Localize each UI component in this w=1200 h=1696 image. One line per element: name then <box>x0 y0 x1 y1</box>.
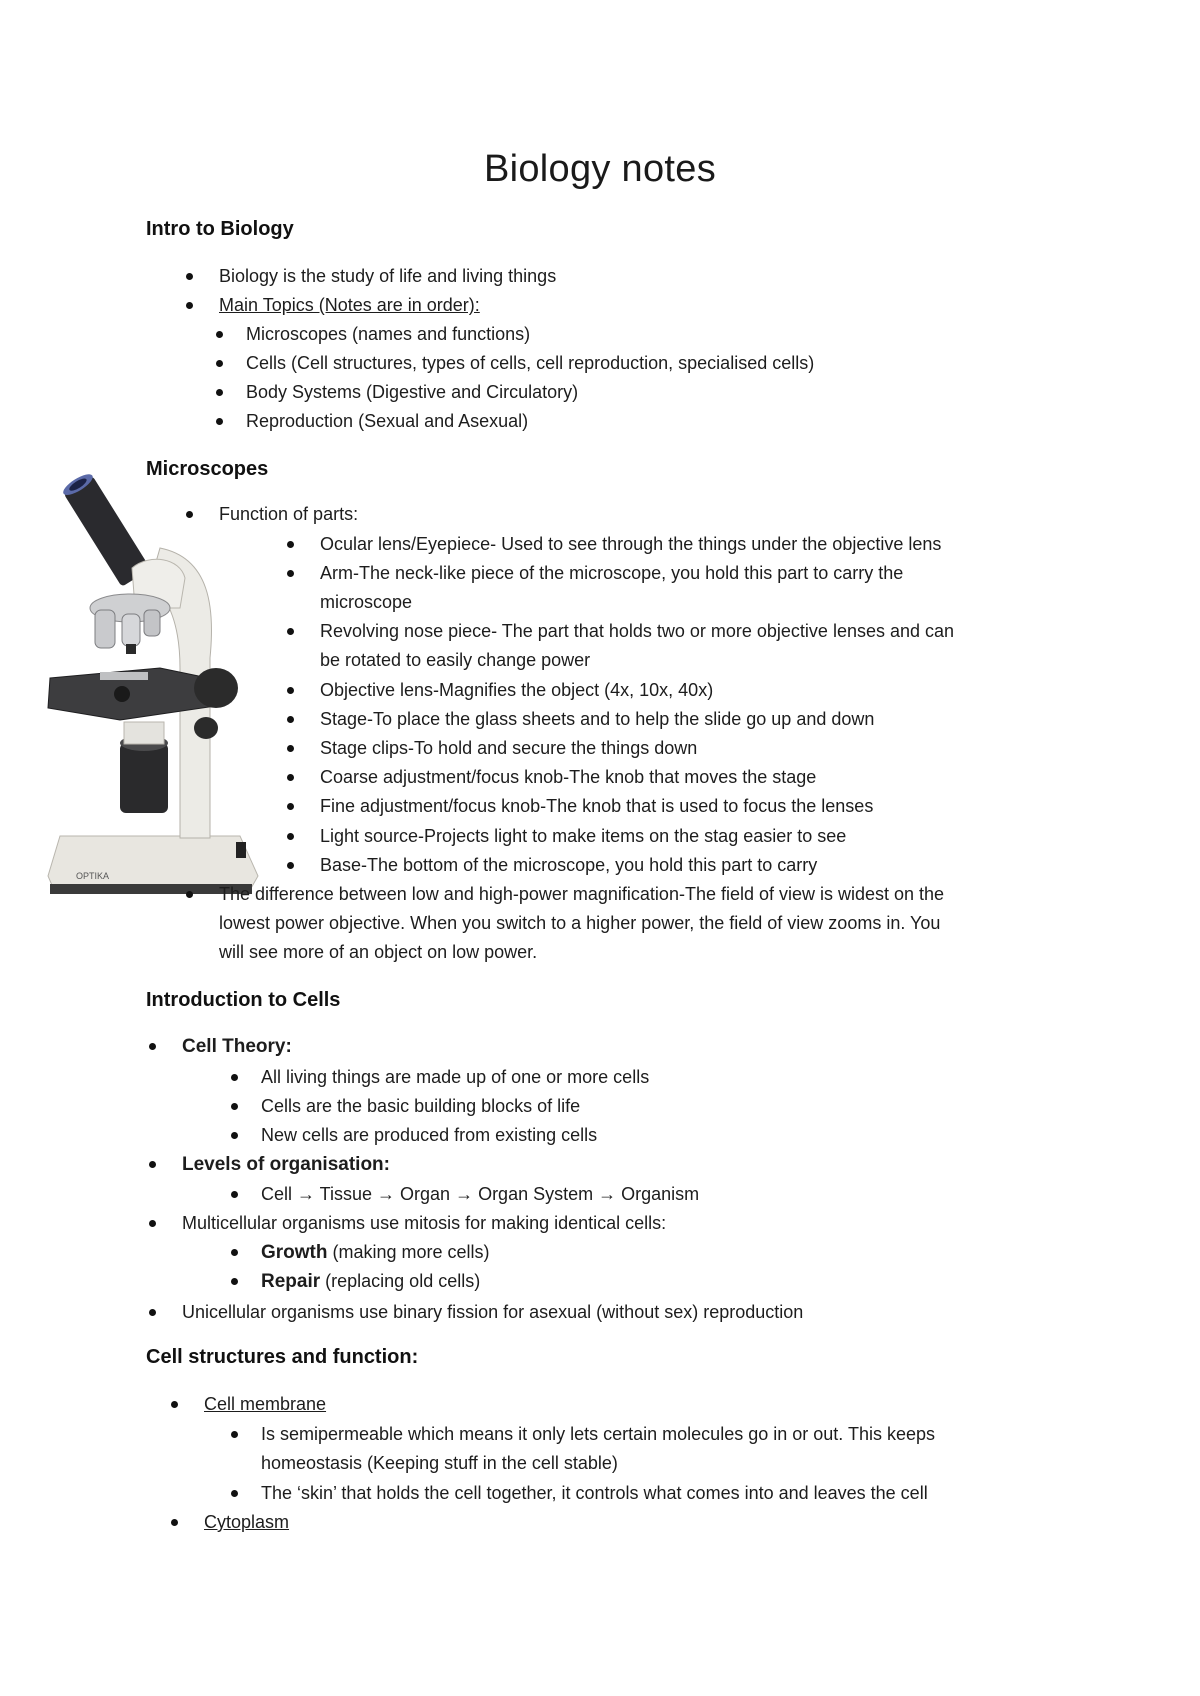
list-item-continuation: lowest power objective. When you switch to a higher power, the field of view zooms in. You <box>219 913 941 933</box>
list-item-cell-theory: Cell Theory: <box>182 1032 292 1061</box>
list-item: Body Systems (Digestive and Circulatory) <box>246 378 578 407</box>
list-item: Multicellular organisms use mitosis for making identical cells: <box>182 1209 666 1238</box>
list-item-levels: Levels of organisation: <box>182 1150 390 1179</box>
part-item: Stage clips-To hold and secure the things down <box>320 734 697 763</box>
part-item: Arm-The neck-like piece of the microscope, you hold this part to carry the <box>320 559 903 588</box>
list-item: New cells are produced from existing cells <box>261 1121 597 1150</box>
heading-cells: Introduction to Cells <box>146 989 341 1011</box>
list-item: All living things are made up of one or more cells <box>261 1063 649 1092</box>
list-item: Unicellular organisms use binary fission for asexual (without sex) reproduction <box>182 1298 803 1327</box>
list-item: Is semipermeable which means it only lets certain molecules go in or out. This keeps <box>261 1420 935 1449</box>
list-item: Reproduction (Sexual and Asexual) <box>246 407 528 436</box>
list-item: Biology is the study of life and living things <box>219 262 556 291</box>
part-item: Stage-To place the glass sheets and to help the slide go up and down <box>320 705 874 734</box>
part-item: Coarse adjustment/focus knob-The knob that moves the stage <box>320 763 816 792</box>
brand-label: OPTIKA <box>76 871 110 881</box>
page-title: Biology notes <box>483 148 717 190</box>
list-item: The ‘skin’ that holds the cell together, it controls what comes into and leaves the cell <box>261 1479 928 1508</box>
list-item-cell-membrane: Cell membrane <box>204 1390 326 1419</box>
list-item: Cells are the basic building blocks of life <box>261 1092 580 1121</box>
list-item-cytoplasm: Cytoplasm <box>204 1508 289 1537</box>
list-item: Cells (Cell structures, types of cells, cell reproduction, specialised cells) <box>246 349 814 378</box>
list-item: Function of parts: <box>219 500 358 529</box>
list-item: The difference between low and high-power magnification-The field of view is widest on the <box>219 880 944 909</box>
list-item: Microscopes (names and functions) <box>246 320 530 349</box>
list-item-repair <box>261 1267 480 1296</box>
part-item: Revolving nose piece- The part that holds two or more objective lenses and can <box>320 617 954 646</box>
part-item: Base-The bottom of the microscope, you hold this part to carry <box>320 851 817 880</box>
growth-rest: (making more cells) <box>327 1242 490 1262</box>
part-item: Objective lens-Magnifies the object (4x, 10x, 40x) <box>320 676 713 705</box>
list-item-main-topics: Main Topics (Notes are in order): <box>219 291 480 320</box>
part-item: Fine adjustment/focus knob-The knob that is used to focus the lenses <box>320 792 873 821</box>
heading-intro: Intro to Biology <box>146 218 294 240</box>
heading-microscopes: Microscopes <box>146 458 269 480</box>
list-item-continuation: will see more of an object on low power. <box>219 942 538 962</box>
repair-rest: (replacing old cells) <box>320 1271 481 1291</box>
part-item-continuation: microscope <box>320 592 413 612</box>
heading-structures: Cell structures and function: <box>146 1346 419 1368</box>
growth-word: Growth <box>261 1242 328 1263</box>
part-item-continuation: be rotated to easily change power <box>320 650 591 670</box>
repair-word: Repair <box>261 1271 321 1292</box>
part-item: Light source-Projects light to make items on the stag easier to see <box>320 822 846 851</box>
part-item: Ocular lens/Eyepiece- Used to see through the things under the objective lens <box>320 530 941 559</box>
list-item: Cell → Tissue → Organ → Organ System → Organism <box>261 1180 699 1209</box>
list-item-growth <box>261 1238 490 1267</box>
list-item-continuation: homeostasis (Keeping stuff in the cell stable) <box>261 1453 618 1473</box>
